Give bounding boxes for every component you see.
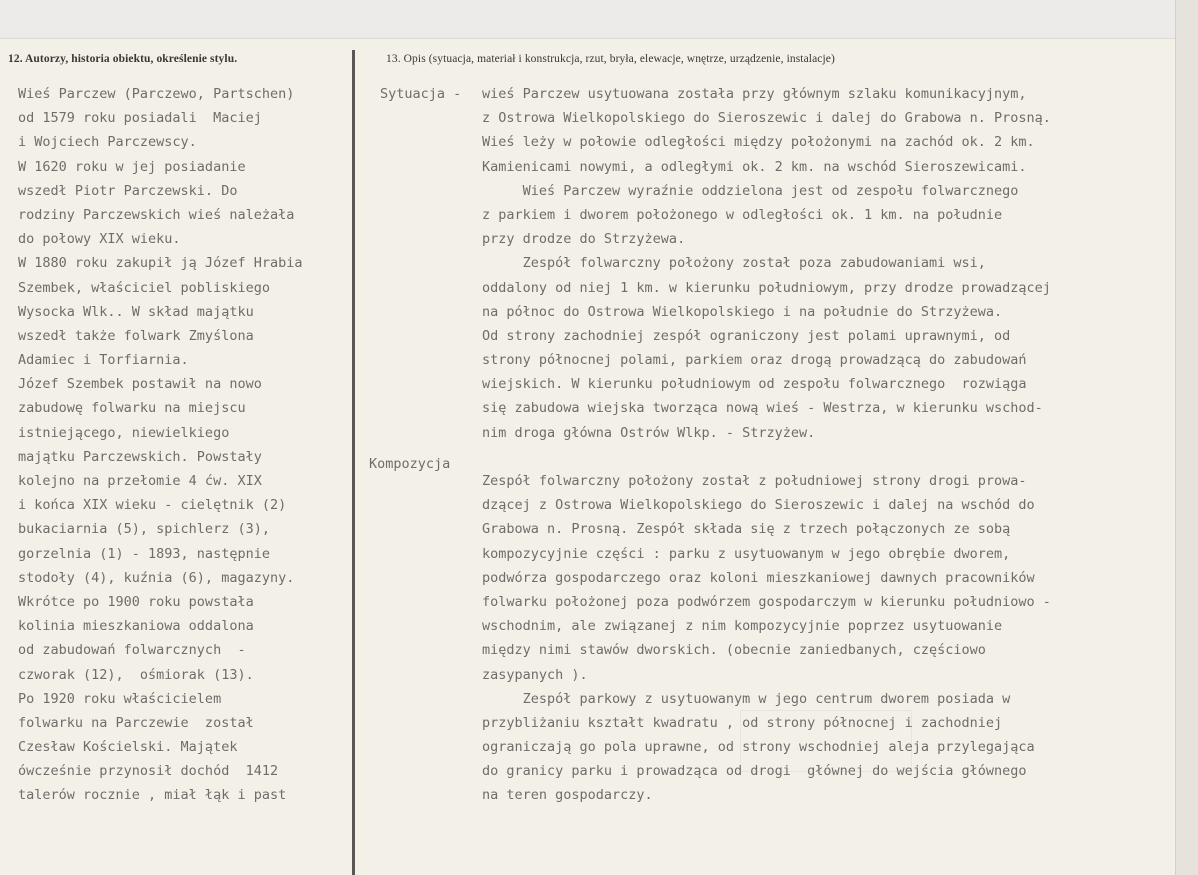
text-line: Zespół folwarczny położony został z południowej strony drogi prowa- xyxy=(482,473,1027,489)
text-line: talerów rocznie , miał łąk i past xyxy=(18,787,287,804)
text-line: W 1620 roku w jej posiadanie xyxy=(18,158,246,175)
text-line: podwórza gospodarczego oraz koloni mieszkaniowej dawnych pracowników xyxy=(482,569,1035,586)
text-line: Wysocka Wlk.. W skład majątku xyxy=(18,303,254,320)
text-line: dzącej z Ostrowa Wielkopolskiego do Sieroszewic i dalej na wschód do xyxy=(482,497,1035,514)
text-line: W 1880 roku zakupił ją Józef Hrabia xyxy=(18,255,303,272)
text-line: rodziny Parczewskich wieś należała xyxy=(18,206,295,223)
section-13-header: 13. Opis (sytuacja, materiał i konstrukcja, rzut, bryła, elewacje, wnętrze, urządzenie, instalacje) xyxy=(386,53,835,65)
section-12-header: 12. Autorzy, historia obiektu, określenie stylu. xyxy=(8,53,238,65)
text-line: Od strony zachodniej zespół ograniczony jest polami uprawnymi, od xyxy=(482,327,1011,344)
text-line: kolejno na przełomie 4 ćw. XIX xyxy=(18,473,262,489)
text-line: ówcześnie przynosił dochód 1412 xyxy=(18,763,279,780)
text-line: Zespół parkowy z usytuowanym w jego centrum dworem posiada w xyxy=(482,690,1011,707)
text-line: Po 1920 roku właścicielem xyxy=(18,690,222,707)
text-line: od 1579 roku posiadali Maciej xyxy=(18,110,262,127)
text-line: Wieś leży w połowie odległości między położonymi na zachód ok. 2 km. xyxy=(482,134,1035,151)
text-line: wszedł Piotr Parczewski. Do xyxy=(18,182,238,199)
text-line: i końca XIX wieku - cielętnik (2) xyxy=(18,497,287,514)
text-line: na teren gospodarczy. xyxy=(482,787,653,804)
text-line: gorzelnia (1) - 1893, następnie xyxy=(18,545,270,562)
text-line: nim droga główna Ostrów Wlkp. - Strzyżew. xyxy=(482,424,816,441)
text-line: Kamienicami nowymi, a odległymi ok. 2 km. na wschód Sieroszewicami. xyxy=(482,158,1027,175)
text-line: kolinia mieszkaniowa oddalona xyxy=(18,618,254,635)
text-line: z Ostrowa Wielkopolskiego do Sieroszewic i dalej do Grabowa n. Prosną. xyxy=(482,110,1051,127)
text-line: Wkrótce po 1900 roku powstała xyxy=(18,593,254,610)
text-line: przy drodze do Strzyżewa. xyxy=(482,231,686,248)
column-divider xyxy=(352,50,355,875)
text-line: wieś Parczew usytuowana została przy głównym szlaku komunikacyjnym, xyxy=(482,86,1027,102)
text-line: zasypanych ). xyxy=(482,666,588,683)
text-line: folwarku na Parczewie został xyxy=(18,714,254,731)
text-line: do połowy XIX wieku. xyxy=(18,231,181,248)
text-line: ograniczają go pola uprawne, od strony wschodniej aleja przylegająca xyxy=(482,739,1035,756)
text-line: oddalony od niej 1 km. w kierunku południowym, przy drodze prowadzącej xyxy=(482,279,1051,296)
text-line: do granicy parku i prowadząca od drogi głównej do wejścia głównego xyxy=(482,763,1027,780)
text-line: z parkiem i dworem położonego w odległości ok. 1 km. na południe xyxy=(482,206,1003,223)
text-line: Adamiec i Torfiarnia. xyxy=(18,352,189,369)
text-line xyxy=(482,445,1182,469)
text-line: Czesław Kościelski. Majątek xyxy=(18,739,238,756)
text-line: zabudowę folwarku na miejscu xyxy=(18,400,246,417)
text-line: Szembek, właściciel pobliskiego xyxy=(18,279,270,296)
text-line: bukaciarnia (5), spichlerz (3), xyxy=(18,521,270,538)
situation-label: Sytuacja - xyxy=(380,86,462,102)
text-line: wszedł także folwark Zmyślona xyxy=(18,327,254,344)
text-line: czworak (12), ośmiorak (13). xyxy=(18,666,254,683)
text-line: Grabowa n. Prosną. Zespół składa się z trzech połączonych ze sobą xyxy=(482,521,1011,538)
text-line: Józef Szembek postawił na nowo xyxy=(18,376,262,393)
text-line: się zabudowa wiejska tworząca nową wieś - Westrza, w kierunku wschod- xyxy=(482,400,1043,417)
text-line: kompozycyjnie części : parku z usytuowanym w jego obrębie dworem, xyxy=(482,545,1011,562)
text-line: strony północnej polami, parkiem oraz drogą prowadzącą do zabudowań xyxy=(482,352,1027,369)
text-line: Wieś Parczew wyraźnie oddzielona jest od zespołu folwarcznego xyxy=(482,182,1019,199)
text-line: Zespół folwarczny położony został poza zabudowaniami wsi, xyxy=(482,255,986,272)
history-text-column xyxy=(18,82,352,808)
text-line: i Wojciech Parczewscy. xyxy=(18,134,197,151)
text-line: stodoły (4), kuźnia (6), magazyny. xyxy=(18,569,295,586)
text-line: wschodnim, ale związanej z nim kompozycyjnie poprzez usytuowanie xyxy=(482,618,1003,635)
text-line: wiejskich. W kierunku południowym od zespołu folwarcznego rozwiąga xyxy=(482,376,1027,393)
text-line: folwarku położonej poza podwórzem gospodarczym w kierunku południowo - xyxy=(482,593,1051,610)
text-line: między nimi stawów dworskich. (obecnie zaniedbanych, częściowo xyxy=(482,642,986,659)
text-line: majątku Parczewskich. Powstały xyxy=(18,448,262,465)
composition-label: Kompozycja xyxy=(369,456,451,472)
text-line: istniejącego, niewielkiego xyxy=(18,424,230,441)
text-line: Wieś Parczew (Parczewo, Partschen) xyxy=(18,86,295,102)
text-line: od zabudowań folwarcznych - xyxy=(18,642,246,659)
text-line: na północ do Ostrowa Wielkopolskiego i na południe do Strzyżewa. xyxy=(482,303,1003,320)
text-line: przybliżaniu kształt kwadratu , od strony północnej i zachodniej xyxy=(482,714,1003,731)
paper-top-edge xyxy=(0,0,1198,39)
description-text-column xyxy=(482,82,1182,808)
